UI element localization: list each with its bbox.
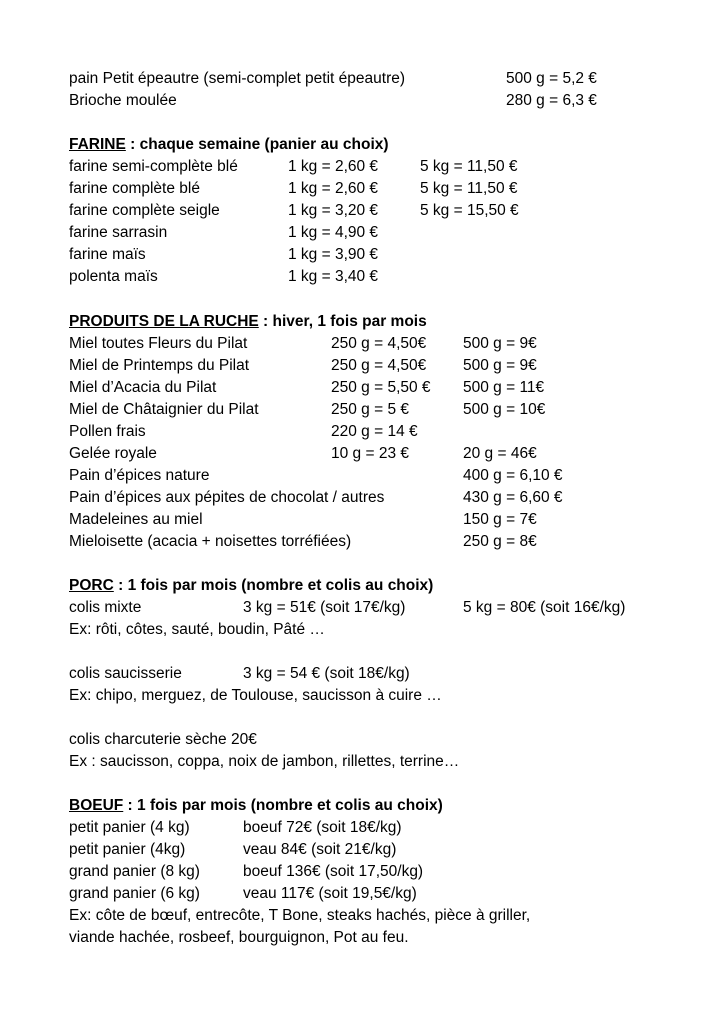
- item-price-1: boeuf 72€ (soit 18€/kg): [243, 819, 402, 836]
- item-price-1: veau 84€ (soit 21€/kg): [243, 841, 397, 858]
- item-name: Miel toutes Fleurs du Pilat: [69, 335, 248, 352]
- section-title: PRODUITS DE LA RUCHE: [69, 313, 259, 330]
- porc-example: Ex : saucisson, coppa, noix de jambon, rillettes, terrine…: [69, 753, 460, 770]
- section-title: BOEUF: [69, 797, 124, 814]
- item-name: colis mixte: [69, 599, 142, 616]
- item-price: 500 g = 5,2 €: [506, 70, 597, 87]
- item-name: Miel de Printemps du Pilat: [69, 357, 250, 374]
- item-name: Brioche moulée: [69, 92, 177, 109]
- item-price-1: 250 g = 5 €: [331, 401, 409, 418]
- item-name: Gelée royale: [69, 445, 157, 462]
- item-price-1: 10 g = 23 €: [331, 445, 409, 462]
- item-price-2: 20 g = 46€: [463, 445, 537, 462]
- item-price-2: 500 g = 11€: [463, 379, 545, 396]
- item-name: farine sarrasin: [69, 224, 168, 241]
- item-price-1: 250 g = 5,50 €: [331, 379, 431, 396]
- section-title: FARINE: [69, 136, 126, 153]
- item-price-1: 1 kg = 2,60 €: [288, 158, 379, 175]
- item-name: farine complète seigle: [69, 202, 220, 219]
- item-name: petit panier (4 kg): [69, 819, 190, 836]
- item-price-2: 150 g = 7€: [463, 511, 537, 528]
- section-heading-boeuf: [69, 795, 443, 817]
- item-price-1: 220 g = 14 €: [331, 423, 418, 440]
- item-name: polenta maïs: [69, 268, 158, 285]
- item-price-2: 5 kg = 11,50 €: [420, 158, 518, 175]
- item-name: farine complète blé: [69, 180, 200, 197]
- item-name: colis saucisserie: [69, 665, 182, 682]
- item-price-2: 500 g = 9€: [463, 335, 537, 352]
- item-price-1: 1 kg = 3,40 €: [288, 268, 379, 285]
- section-heading-ruche: [69, 311, 427, 333]
- item-price-1: 1 kg = 3,90 €: [288, 246, 379, 263]
- boeuf-example: viande hachée, rosbeef, bourguignon, Pot au feu.: [69, 929, 409, 946]
- section-subtitle: : hiver, 1 fois par mois: [258, 313, 427, 330]
- item-price-2: 500 g = 10€: [463, 401, 546, 418]
- porc-example: Ex: rôti, côtes, sauté, boudin, Pâté …: [69, 621, 325, 638]
- item-price-2: 500 g = 9€: [463, 357, 537, 374]
- item-name: farine maïs: [69, 246, 146, 263]
- section-heading-farine: [69, 134, 389, 156]
- item-name: farine semi-complète blé: [69, 158, 238, 175]
- item-name: Miel d’Acacia du Pilat: [69, 379, 217, 396]
- item-name: pain Petit épeautre (semi-complet petit épeautre): [69, 70, 406, 87]
- item-price-1: 250 g = 4,50€: [331, 357, 427, 374]
- item-price-1: veau 117€ (soit 19,5€/kg): [243, 885, 417, 902]
- section-subtitle: : 1 fois par mois (nombre et colis au choix): [123, 797, 443, 814]
- item-name: Miel de Châtaignier du Pilat: [69, 401, 259, 418]
- item-price-1: 250 g = 4,50€: [331, 335, 427, 352]
- item-price-1: 1 kg = 2,60 €: [288, 180, 379, 197]
- item-price-2: 5 kg = 80€ (soit 16€/kg): [463, 599, 626, 616]
- porc-row: colis charcuterie sèche 20€: [69, 731, 257, 748]
- item-name: Madeleines au miel: [69, 511, 203, 528]
- item-name: grand panier (8 kg): [69, 863, 200, 880]
- section-heading-porc: [69, 575, 433, 597]
- section-title: PORC: [69, 577, 114, 594]
- item-name: Pollen frais: [69, 423, 146, 440]
- item-price-1: 1 kg = 3,20 €: [288, 202, 379, 219]
- item-name: Pain d’épices nature: [69, 467, 210, 484]
- section-subtitle: : chaque semaine (panier au choix): [125, 136, 389, 153]
- item-price-1: 3 kg = 51€ (soit 17€/kg): [243, 599, 406, 616]
- item-price: 280 g = 6,3 €: [506, 92, 597, 109]
- item-name: Pain d’épices aux pépites de chocolat / autres: [69, 489, 385, 506]
- item-price-2: 5 kg = 11,50 €: [420, 180, 518, 197]
- item-name: Mieloisette (acacia + noisettes torréfiées): [69, 533, 352, 550]
- item-price-1: 1 kg = 4,90 €: [288, 224, 379, 241]
- item-price-1: boeuf 136€ (soit 17,50/kg): [243, 863, 424, 880]
- item-name: grand panier (6 kg): [69, 885, 200, 902]
- porc-example: Ex: chipo, merguez, de Toulouse, saucisson à cuire …: [69, 687, 442, 704]
- boeuf-example: Ex: côte de bœuf, entrecôte, T Bone, steaks hachés, pièce à griller,: [69, 907, 531, 924]
- item-price-2: 5 kg = 15,50 €: [420, 202, 519, 219]
- item-price-2: 250 g = 8€: [463, 533, 537, 550]
- item-price-2: 430 g = 6,60 €: [463, 489, 563, 506]
- item-name: petit panier (4kg): [69, 841, 186, 858]
- section-subtitle: : 1 fois par mois (nombre et colis au choix): [113, 577, 434, 594]
- item-price-2: 400 g = 6,10 €: [463, 467, 563, 484]
- item-price-1: 3 kg = 54 € (soit 18€/kg): [243, 665, 410, 682]
